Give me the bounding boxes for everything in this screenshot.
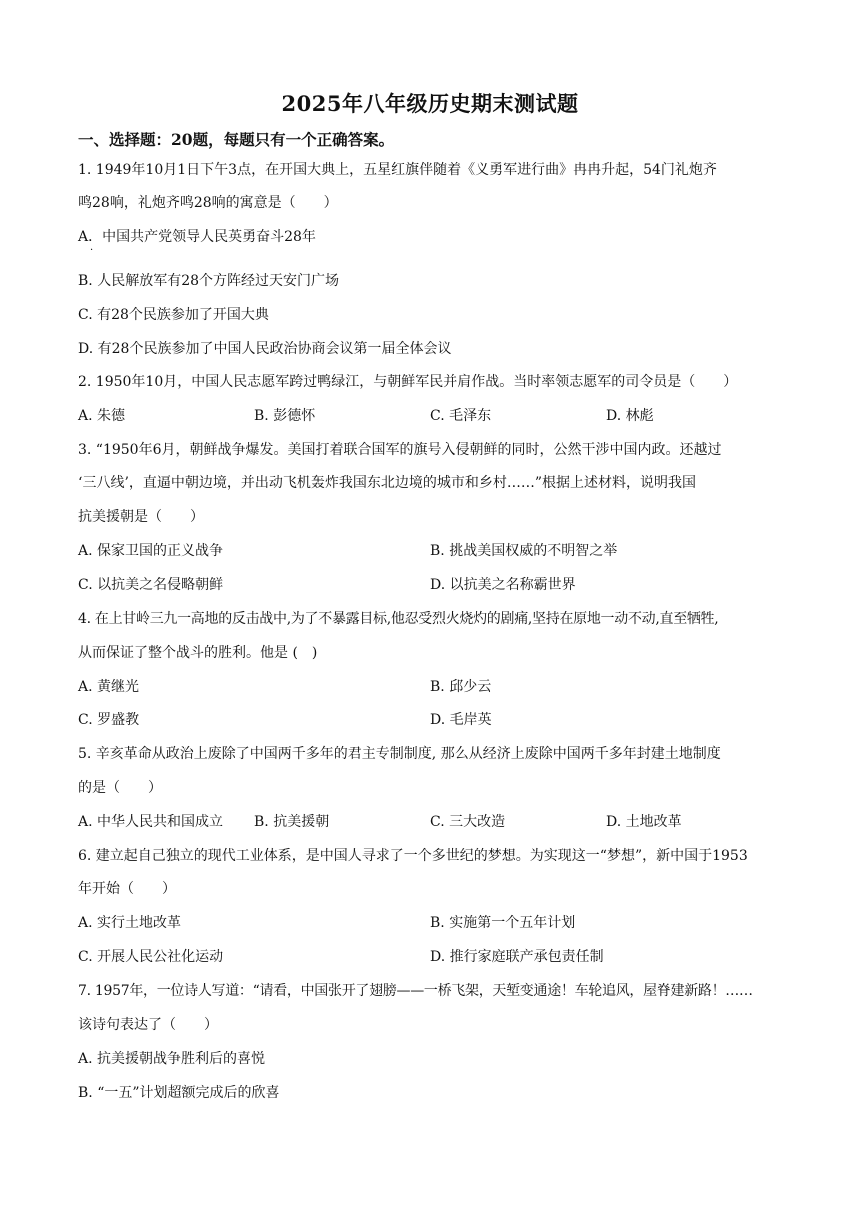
question-3-line-2: ‘三八线’，直逼中朝边境，并出动飞机轰炸我国东北边境的城市和乡村……”根据上述材料，说明我国	[78, 475, 697, 491]
question-2-line-1: 2. 1950年10月，中国人民志愿军跨过鸭绿江，与朝鲜军民并肩作战。当时率领志愿军的司令员是（ ）	[78, 374, 738, 390]
question-7-line-2: 该诗句表达了（ ）	[78, 1017, 218, 1033]
stray-mark: ·	[90, 245, 94, 256]
question-3-line-3: 抗美援朝是（ ）	[78, 509, 204, 525]
question-2-option-b: B. 彭德怀	[254, 408, 316, 424]
page-title: 2025年八年级历史期末测试题	[281, 91, 579, 116]
question-2-option-d: D. 林彪	[606, 408, 654, 424]
question-5-option-c: C. 三大改造	[430, 814, 506, 830]
question-6-option-b: B. 实施第一个五年计划	[430, 915, 576, 931]
question-1-line-2: 鸣28响，礼炮齐鸣28响的寓意是（ ）	[78, 195, 338, 211]
question-7-option-b: B. “一五”计划超额完成后的欣喜	[78, 1085, 280, 1101]
question-4-line-1: 4. 在上甘岭三九一高地的反击战中,为了不暴露目标,他忍受烈火烧灼的剧痛,坚持在原地一动不动,直至牺牲,	[78, 611, 719, 627]
question-4-option-d: D. 毛岸英	[430, 712, 492, 728]
question-1-option-b: B. 人民解放军有28个方阵经过天安门广场	[78, 273, 340, 289]
question-5-line-1: 5. 辛亥革命从政治上废除了中国两千多年的君主专制制度, 那么从经济上废除中国两千多年封建土地制度	[78, 746, 721, 762]
question-4-option-c: C. 罗盛教	[78, 712, 140, 728]
question-1-option-a: A．中国共产党领导人民英勇奋斗28年	[78, 229, 316, 245]
question-6-option-a: A. 实行土地改革	[78, 915, 182, 931]
question-1-option-d: D. 有28个民族参加了中国人民政治协商会议第一届全体会议	[78, 341, 452, 357]
question-6-line-2: 年开始（ ）	[78, 881, 176, 897]
question-1-line-1: 1. 1949年10月1日下午3点，在开国大典上，五星红旗伴随着《义勇军进行曲》冉冉升起，54门礼炮齐	[78, 162, 717, 178]
question-6-option-c: C. 开展人民公社化运动	[78, 949, 224, 965]
question-5-line-2: 的是（ ）	[78, 780, 162, 796]
question-7-line-1: 7. 1957年，一位诗人写道：“请看，中国张开了翅膀——一桥飞架，天堑变通途！车轮追风，屋脊建新路！……	[78, 983, 753, 999]
question-3-option-c: C. 以抗美之名侵略朝鲜	[78, 577, 224, 593]
question-1-option-c: C. 有28个民族参加了开国大典	[78, 307, 269, 323]
question-3-option-d: D. 以抗美之名称霸世界	[430, 577, 576, 593]
question-3-line-1: 3. “1950年6月，朝鲜战争爆发。美国打着联合国军的旗号入侵朝鲜的同时，公然干涉中国内政。还越过	[78, 442, 722, 458]
question-6-line-1: 6. 建立起自己独立的现代工业体系，是中国人寻求了一个多世纪的梦想。为实现这一“梦想”，新中国于1953	[78, 848, 748, 864]
question-5-option-b: B. 抗美援朝	[254, 814, 330, 830]
question-4-option-b: B. 邱少云	[430, 679, 492, 695]
question-2-option-a: A. 朱德	[78, 408, 126, 424]
question-3-option-a: A. 保家卫国的正义战争	[78, 543, 224, 559]
question-5-option-d: D. 土地改革	[606, 814, 682, 830]
question-7-option-a: A. 抗美援朝战争胜利后的喜悦	[78, 1051, 266, 1067]
question-5-option-a: A. 中华人民共和国成立	[78, 814, 224, 830]
question-3-option-b: B. 挑战美国权威的不明智之举	[430, 543, 618, 559]
question-2-option-c: C. 毛泽东	[430, 408, 492, 424]
question-4-option-a: A. 黄继光	[78, 679, 140, 695]
question-6-option-d: D. 推行家庭联产承包责任制	[430, 949, 604, 965]
question-4-line-2: 从而保证了整个战斗的胜利。他是 ( )	[78, 645, 318, 661]
section-heading: 一、选择题：20题，每题只有一个正确答案。	[78, 130, 395, 149]
